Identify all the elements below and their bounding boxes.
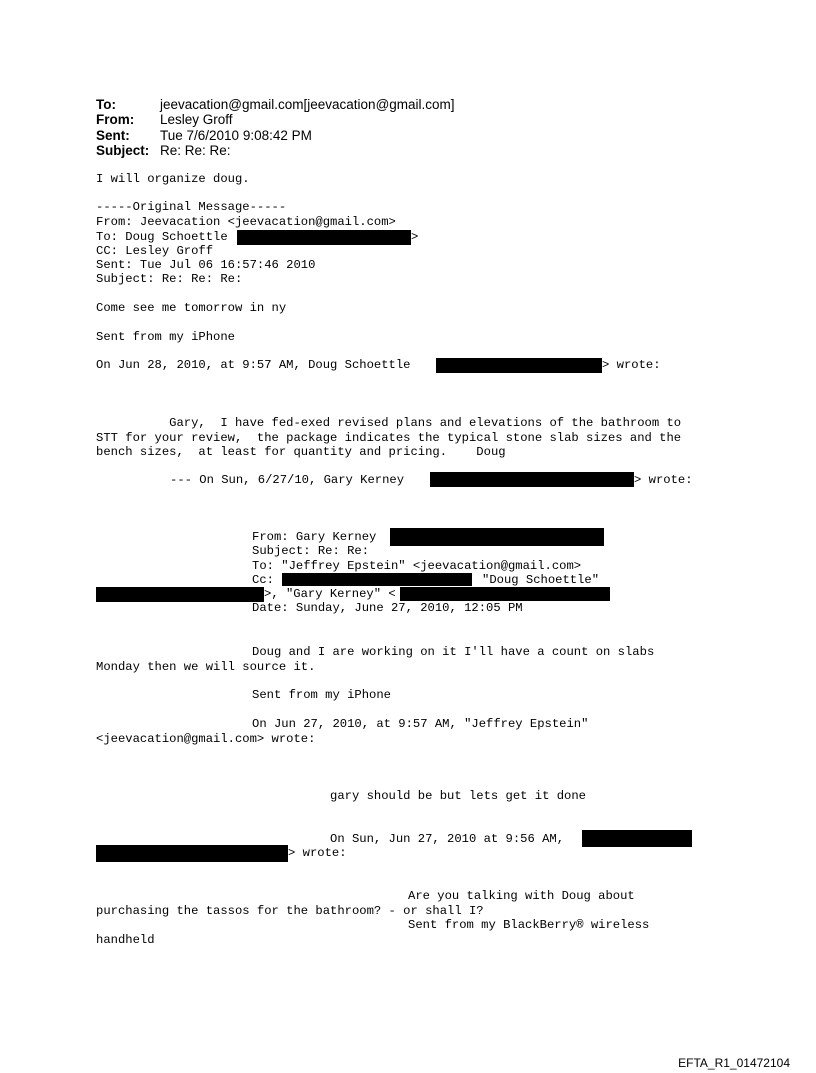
redaction-box [96, 587, 264, 602]
sent-value: Tue 7/6/2010 9:08:42 PM [160, 128, 312, 143]
original-to: To: Doug Schoettle [96, 230, 228, 244]
reply-text: I will organize doug. [96, 172, 250, 186]
redaction-box [237, 230, 411, 245]
subject-label: Subject: [96, 143, 150, 158]
wrote-line-2-end: > wrote: [634, 473, 693, 487]
original-to-end: > [411, 230, 419, 244]
nested-cc: Cc: [252, 573, 274, 587]
doug-paragraph-line-1: Gary, I have fed-exed revised plans and elevations of the bathroom to [96, 416, 682, 430]
nested-subject: Subject: Re: Re: [252, 544, 370, 558]
sent-from-iphone-1: Sent from my iPhone [96, 330, 235, 344]
original-message-marker: -----Original Message----- [96, 200, 287, 214]
redaction-box [390, 528, 604, 546]
to-value: jeevacation@gmail.com[jeevacation@gmail.com] [160, 97, 455, 112]
sent-from-iphone-2: Sent from my iPhone [252, 688, 391, 702]
original-sent: Sent: Tue Jul 06 16:57:46 2010 [96, 258, 316, 272]
doug-paragraph-line-2: STT for your review, the package indicates the typical stone slab sizes and the [96, 431, 682, 445]
original-subject: Subject: Re: Re: Re: [96, 272, 243, 286]
doug-paragraph-line-3: bench sizes, at least for quantity and pricing. Doug [96, 445, 506, 459]
nested-from: From: Gary Kerney [252, 530, 377, 544]
wrote-line-1-end: > wrote: [602, 358, 661, 372]
sent-label: Sent: [96, 128, 130, 143]
wrote-line-3-address: <jeevacation@gmail.com> wrote: [96, 732, 316, 746]
from-value: Lesley Groff [160, 112, 233, 127]
redaction-box [430, 472, 634, 487]
tassos-line-2: purchasing the tassos for the bathroom? - or shall I? [96, 904, 484, 918]
blackberry-line-2: handheld [96, 933, 155, 947]
wrote-line-4: On Sun, Jun 27, 2010 at 9:56 AM, [330, 832, 565, 846]
doug-and-i-line-1: Doug and I are working on it I'll have a count on slabs [252, 645, 655, 659]
original-cc: CC: Lesley Groff [96, 244, 214, 258]
wrote-line-2: --- On Sun, 6/27/10, Gary Kerney [170, 473, 405, 487]
redaction-box [582, 830, 692, 847]
subject-value: Re: Re: Re: [160, 143, 231, 158]
blackberry-line-1: Sent from my BlackBerry® wireless [408, 918, 650, 932]
redaction-box [436, 358, 602, 373]
nested-to: To: "Jeffrey Epstein" <jeevacation@gmail.com> [252, 559, 582, 573]
come-see-text: Come see me tomorrow in ny [96, 301, 287, 315]
to-label: To: [96, 97, 116, 112]
doug-and-i-line-2: Monday then we will source it. [96, 660, 316, 674]
nested-date: Date: Sunday, June 27, 2010, 12:05 PM [252, 601, 523, 615]
bates-number: EFTA_R1_01472104 [678, 1056, 790, 1070]
wrote-line-1: On Jun 28, 2010, at 9:57 AM, Doug Schoettle [96, 358, 411, 372]
nested-cc-gary: >, "Gary Kerney" < [264, 587, 396, 601]
gary-should-text: gary should be but lets get it done [330, 789, 586, 803]
original-from: From: Jeevacation <jeevacation@gmail.com> [96, 215, 396, 229]
tassos-line-1: Are you talking with Doug about [408, 889, 635, 903]
nested-cc-doug: "Doug Schoettle" [482, 573, 600, 587]
wrote-line-4-end: > wrote: [288, 846, 347, 860]
redaction-box [282, 573, 472, 586]
wrote-line-3: On Jun 27, 2010, at 9:57 AM, "Jeffrey Epstein" [252, 717, 589, 731]
redaction-box [96, 845, 288, 862]
redaction-box [400, 587, 610, 601]
from-label: From: [96, 112, 135, 127]
